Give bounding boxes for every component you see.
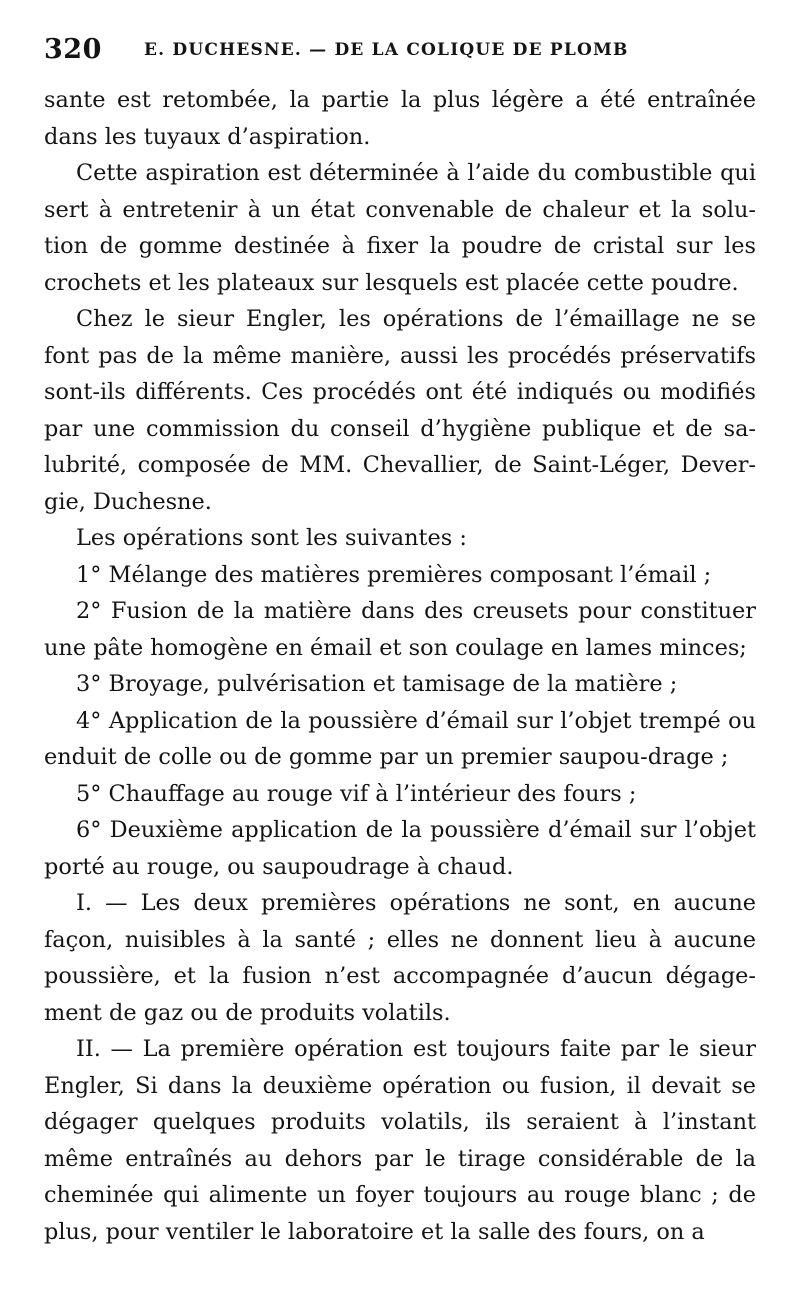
paragraph-section-i: I. — Les deux premières opérations ne sont, en aucune façon, nuisibles à la santé ; elles ne donnent lieu à aucune poussière, et la fusion n’est accompagnée d’aucun dégage-ment de gaz ou de produits volatils.: [44, 890, 756, 1026]
paragraph-section-ii: II. — La première opération est toujours faite par le sieur Engler, Si dans la deuxième opération ou fusion, il devait se dégager quelques produits volatils, ils seraient à l’instant même entraînés au dehors par le tirage considérable de la cheminée qui alimente un foyer toujours au rouge blanc ; de plus, pour ventiler le laboratoire et la salle des fours, on a: [44, 1036, 756, 1245]
list-item-5: 5° Chauffage au rouge vif à l’intérieur des fours ;: [76, 780, 637, 807]
list-item-1: 1° Mélange des matières premières composant l’émail ;: [76, 561, 712, 588]
paragraph-aspiration: Cette aspiration est déterminée à l’aide du combustible qui sert à entretenir à un état convenable de chaleur et la solu-tion de gomme destinée à fixer la poudre de cristal sur les crochets et les plateaux sur lesquels est placée cette poudre.: [44, 160, 756, 296]
running-head: E. DUCHESNE. — DE LA COLIQUE DE PLOMB: [144, 40, 629, 60]
page-number: 320: [44, 34, 102, 65]
list-item-6: 6° Deuxième application de la poussière d’émail sur l’objet porté au rouge, ou saupoudrage à chaud.: [44, 817, 756, 880]
paragraph-operations-intro: Les opérations sont les suivantes :: [76, 525, 467, 551]
list-item-3: 3° Broyage, pulvérisation et tamisage de la matière ;: [76, 671, 678, 697]
paragraph-engler: Chez le sieur Engler, les opérations de l’émaillage ne se font pas de la même manière, aussi les procédés préservatifs sont-ils différents. Ces procédés ont été indiqués ou modifiés par une commission du conseil d’hygiène publique et de sa-lubrité, composée de MM. Chevallier, de Saint-Léger, Dever-gie, Duchesne.: [44, 306, 756, 515]
list-item-4: 4° Application de la poussière d’émail sur l’objet trempé ou enduit de colle ou de gomme par un premier saupou-drage ;: [44, 707, 756, 770]
list-item-2: 2° Fusion de la matière dans des creusets pour constituer une pâte homogène en émail et son coulage en lames minces;: [44, 598, 756, 661]
body-text: [44, 82, 756, 1250]
page-header: [44, 34, 756, 74]
paragraph-continuation: sante est retombée, la partie la plus légère a été entraînée dans les tuyaux d’aspiration.: [44, 87, 756, 150]
